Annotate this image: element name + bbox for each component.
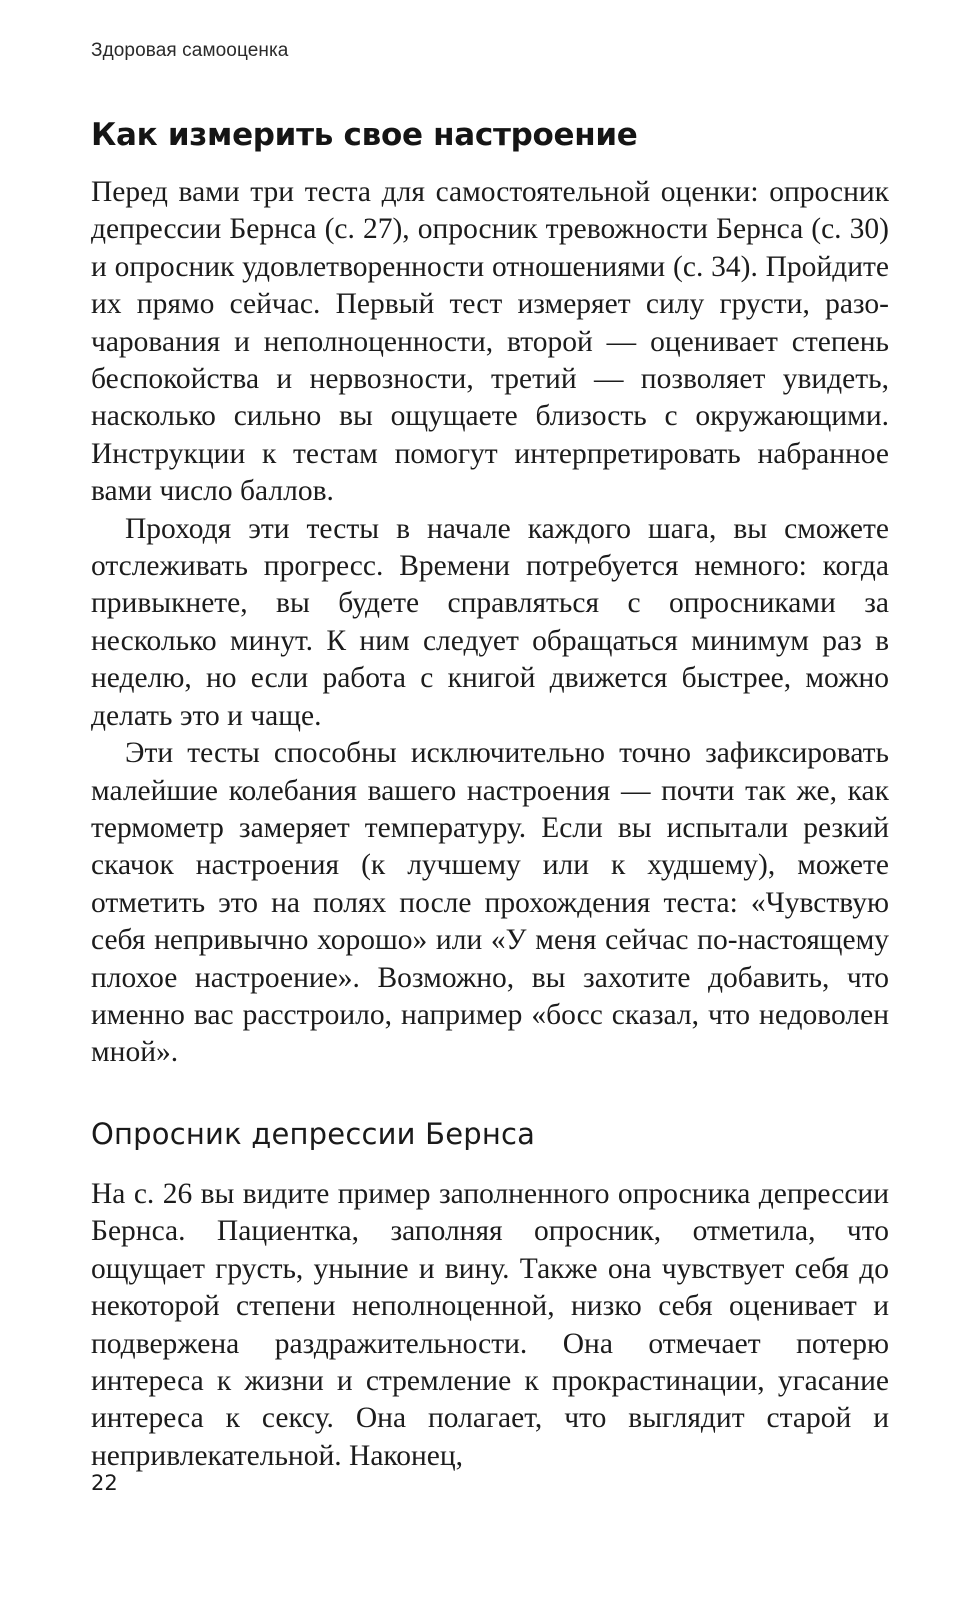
subsection-body [91,1176,889,1475]
page-number: 22 [91,1471,118,1495]
paragraph: На с. 26 вы видите пример заполненного опросника депрессии Бернса. Пациентка, заполняя опросник, отметила, что ощущает грусть, уныние и вину. Также она чувствует себя до некоторой степени неполноценной, низко себя оценивает и подвержена раздражительности. Она отмечает потерю интереса к жизни и стремление к прокрастинации, угасание интереса к сексу. Она полагает, что выглядит старой и непривлекательной. Наконец, [91,1178,889,1472]
paragraph: Перед вами три теста для самостоятельной оценки: опросник депрессии Бернса (с. 27), опросник тревожности Бернса (с. 30) и опросник удовлетворенности отношениями (с. 34). Пройдите их прямо сейчас. Первый тест измеряет силу грусти, разочарования и неполноценности, второй — оценивает степень беспокойства и нервозности, третий — позволяет увидеть, насколько сильно вы ощущаете близость с окружающими. Инструкции к тестам помогут интерпретировать набранное вами число баллов. [91,176,889,508]
section-body [91,174,889,1072]
subsection-heading: Опросник депрессии Бернса [91,1117,536,1151]
paragraph: Проходя эти тесты в начале каждого шага, вы сможете отслеживать прогресс. Времени потребуется немного: когда привыкнете, вы будете справляться с опросниками за несколько минут. К ним следует обращаться минимум раз в неделю, но если работа с книгой движется быстрее, можно делать это и чаще. [91,512,889,732]
running-header: Здоровая самооценка [91,40,289,61]
section-heading: Как измерить свое настроение [91,117,638,153]
paragraph: Эти тесты способны исключительно точно зафиксировать малейшие колебания вашего настроения — почти так же, как термометр замеряет температуру. Если вы испытали резкий скачок настроения (к лучшему или к худшему), можете отметить это на полях после прохождения теста: «Чувствую себя непривычно хорошо» или «У меня сейчас по-настоящему плохое настроение». Возможно, вы захотите добавить, что именно вас расстроило, например «босс сказал, что недоволен мной». [91,737,889,1069]
